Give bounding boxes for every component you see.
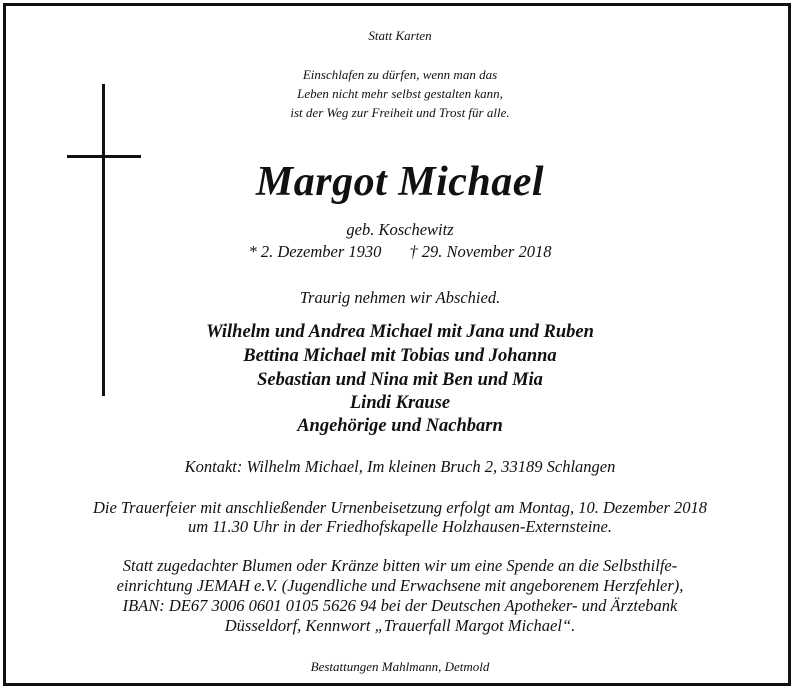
mourner-line-1: Wilhelm und Andrea Michael mit Jana und Ruben [206,322,594,342]
footer-text: Bestattungen Mahlmann, Detmold [310,659,490,674]
donation-line-1: Statt zugedachter Blumen oder Kränze bitten wir um eine Spende an die Selbsthilfe- [122,556,678,575]
donation-line-2: einrichtung JEMAH e.V. (Jugendliche und Erwachsene mit angeborenem Herzfehler), [116,576,684,595]
maiden-name: geb. Koschewitz [346,220,454,239]
quote-line-3: ist der Weg zur Freiheit und Trost für alle. [290,105,510,120]
quote-line-2: Leben nicht mehr selbst gestalten kann, [297,86,503,101]
quote-line-1: Einschlafen zu dürfen, wenn man das [302,67,498,82]
ceremony-line-2: um 11.30 Uhr in der Friedhofskapelle Holzhausen-Externsteine. [187,517,613,536]
donation-line-4: Düsseldorf, Kennwort „Trauerfall Margot Michael“. [224,616,576,635]
mourner-line-3: Sebastian und Nina mit Ben und Mia [257,370,543,390]
birth-date: * 2. Dezember 1930 [248,242,382,261]
farewell-text: Traurig nehmen wir Abschied. [299,288,501,307]
death-date: † 29. November 2018 [409,242,552,261]
life-dates [0,242,800,262]
deceased-name: Margot Michael [255,159,545,205]
ceremony-line-1: Die Trauerfeier mit anschließender Urnenbeisetzung erfolgt am Montag, 10. Dezember 2018 [92,498,708,517]
contact-text: Kontakt: Wilhelm Michael, Im kleinen Bruch 2, 33189 Schlangen [184,457,616,476]
header-text: Statt Karten [368,28,432,43]
mourner-line-5: Angehörige und Nachbarn [297,416,503,436]
donation-line-3: IBAN: DE67 3006 0601 0105 5626 94 bei der Deutschen Apotheker- und Ärztebank [122,596,678,615]
mourner-line-4: Lindi Krause [349,393,451,413]
mourner-line-2: Bettina Michael mit Tobias und Johanna [243,346,557,366]
